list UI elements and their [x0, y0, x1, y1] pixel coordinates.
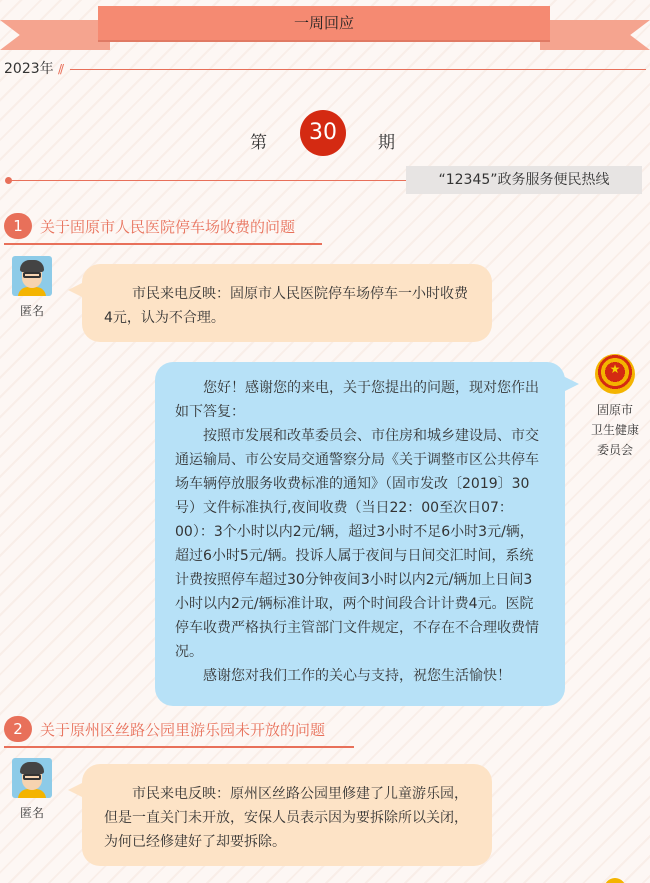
issue-number [0, 110, 650, 160]
citizen-name: 匿名 [19, 806, 44, 820]
section-title: 关于固原市人民医院停车场收费的问题 [40, 218, 296, 236]
banner-title: 一周回应 [98, 6, 550, 40]
hotline-row [0, 166, 650, 196]
citizen-message-bubble [82, 764, 492, 866]
year-divider [70, 69, 646, 70]
section-underline [4, 746, 354, 748]
section-number-badge: 2 [4, 716, 32, 742]
section-heading-1 [4, 213, 324, 243]
citizen-message: 市民来电反映：固原市人民医院停车场停车一小时收费4元，认为不合理。 [104, 286, 468, 326]
reply-message-bubble [155, 362, 565, 706]
year-slash-decoration: // [58, 62, 63, 76]
department-name: 固原市 卫生健康 委员会 [590, 403, 639, 457]
section-number-badge: 1 [4, 213, 32, 239]
national-emblem-icon: ★ [595, 354, 635, 394]
year-row [0, 58, 650, 80]
citizen-avatar-block [12, 256, 52, 319]
avatar [12, 758, 52, 798]
hotline-label: “12345”政务服务便民热线 [406, 166, 642, 194]
section-heading-2 [4, 716, 358, 746]
section-title: 关于原州区丝路公园里游乐园未开放的问题 [40, 721, 326, 739]
header-banner [0, 6, 650, 46]
avatar [12, 256, 52, 296]
citizen-message-bubble [82, 264, 492, 342]
department-block [584, 354, 646, 460]
issue-prefix: 第 [250, 133, 267, 153]
reply-paragraph: 您好！感谢您的来电，关于您提出的问题，现对您作出如下答复： [175, 380, 539, 420]
national-emblem-icon [604, 878, 626, 883]
year-label: 2023年 [4, 61, 54, 77]
issue-suffix: 期 [378, 133, 395, 153]
citizen-name: 匿名 [19, 304, 44, 318]
issue-number-badge: 30 [300, 110, 346, 156]
banner-ribbon-right [540, 20, 650, 50]
section-underline [4, 243, 322, 245]
citizen-message: 市民来电反映：原州区丝路公园里修建了儿童游乐园，但是一直关门未开放，安保人员表示因为要拆除所以关闭，为何已经修建好了却要拆除。 [104, 786, 468, 850]
reply-paragraph: 按照市发展和改革委员会、市住房和城乡建设局、市交通运输局、市公安局交通警察分局《关于调整市区公共停车场车辆停放服务收费标准的通知》（固市发改〔2019〕30号）文件标准执行,夜间收费（当日22：00至次日07：00）：3个小时以内2元/辆，超过3小时不足6小时3元/辆，超过6小时5元/辆。投诉人属于夜间与日间交汇时间，系统计费按照停车超过30分钟夜间3小时以内2元/辆加上日间3小时以内2元/辆标准计取，两个时间段合计计费4元。医院停车收费严格执行主管部门文件规定，不存在不合理收费情况。 [175, 428, 539, 660]
reply-paragraph: 感谢您对我们工作的关心与支持，祝您生活愉快！ [203, 668, 511, 684]
citizen-avatar-block [12, 758, 52, 821]
banner-ribbon-left [0, 20, 110, 50]
hotline-divider [10, 180, 410, 181]
